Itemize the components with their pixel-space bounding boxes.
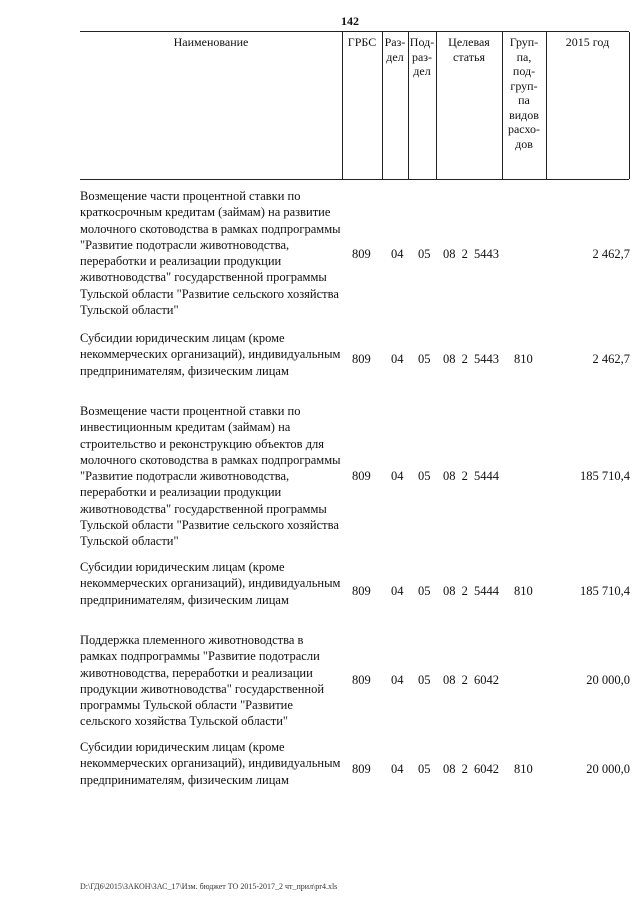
row-podrazdel: 05 [418,469,431,483]
header-podrazdel-line: дел [413,64,431,78]
table-header [80,31,629,180]
table-row [80,739,630,805]
header-celevaya [436,32,502,179]
row-vid: 810 [514,762,533,776]
header-grbs: ГРБС [347,35,377,49]
row-celevaya: 08 2 5444 [443,584,499,598]
header-razdel-line: Раз- [384,35,406,49]
row-razdel: 04 [391,469,404,483]
row-name: Субсидии юридическим лицам (кроме некоммерческих организаций), индивидуальным предпринимателям, физическим лицам [80,740,341,787]
row-grbs: 809 [352,584,371,598]
row-amount: 185 710,4 [580,584,630,598]
header-razdel-line: дел [386,49,404,64]
row-grbs: 809 [352,762,371,776]
page-number: 142 [341,14,359,28]
table-row [80,559,630,625]
row-razdel: 04 [391,352,404,366]
header-gruppa-line: расхо- [507,122,541,136]
row-amount: 20 000,0 [586,673,630,687]
header-razdel [382,32,408,179]
row-razdel: 04 [391,673,404,687]
header-gruppa-line: Груп- [509,35,539,49]
header-podrazdel-line: Под- [409,35,435,49]
row-razdel: 04 [391,247,404,261]
row-name: Поддержка племенного животноводства в рамках подпрограммы "Развитие подотрасли животноводства, переработки и реализации продукции животноводства" государственной программы Тульской области "Развитие сельского хозяйства Тульской области" [80,633,325,729]
row-celevaya: 08 2 5443 [443,352,499,366]
header-celevaya-line: статья [453,49,485,64]
column-divider [502,32,503,179]
header-gruppa-line: па [518,93,530,107]
row-razdel: 04 [391,762,404,776]
header-podrazdel [408,32,436,179]
row-podrazdel: 05 [418,762,431,776]
header-year: 2015 год [565,35,610,49]
row-celevaya: 08 2 6042 [443,762,499,776]
row-amount: 20 000,0 [586,762,630,776]
row-amount: 2 462,7 [592,352,630,366]
column-divider [408,32,409,179]
header-gruppa-line: па, [516,49,532,64]
row-celevaya: 08 2 5444 [443,469,499,483]
header-gruppa-line: дов [515,136,533,151]
row-podrazdel: 05 [418,247,431,261]
row-vid: 810 [514,352,533,366]
header-celevaya-line: Целевая [448,35,490,49]
row-amount: 185 710,4 [580,469,630,483]
row-celevaya: 08 2 6042 [443,673,499,687]
row-name: Возмещение части процентной ставки по инвестиционным кредитам (займам) на строительство и реконструкцию объектов для молочного скотоводства в рамках подпрограммы "Развитие подотрасли животноводства, переработки и реализации продукции животноводства" государственной программы Тульской области "Развитие сельского хозяйства Тульской области" [80,404,341,549]
row-amount: 2 462,7 [592,247,630,261]
row-podrazdel: 05 [418,352,431,366]
header-gruppa-line: под- [512,64,536,78]
row-podrazdel: 05 [418,673,431,687]
row-grbs: 809 [352,247,371,261]
column-divider [342,32,343,179]
column-divider [629,32,630,179]
file-path-footer: D:\ГД6\2015\ЗАКОН\ЗАС_17\Изм. бюджет ТО 2015-2017_2 чт_прил\pr4.xls [80,882,338,891]
row-podrazdel: 05 [418,584,431,598]
row-grbs: 809 [352,673,371,687]
column-divider [546,32,547,179]
row-name: Субсидии юридическим лицам (кроме некоммерческих организаций), индивидуальным предпринимателям, физическим лицам [80,331,341,378]
table-row [80,632,630,732]
row-name: Возмещение части процентной ставки по краткосрочным кредитам (займам) на развитие молочного скотоводства в рамках подпрограммы "Развитие подотрасли животноводства, переработки и реализации продукции животноводства" государственной программы Тульской области "Развитие сельского хозяйства Тульской области" [80,189,341,318]
row-name: Субсидии юридическим лицам (кроме некоммерческих организаций), индивидуальным предпринимателям, физическим лицам [80,560,341,607]
row-grbs: 809 [352,352,371,366]
table-row [80,188,630,318]
header-name: Наименование [173,35,249,49]
header-gruppa [502,32,546,179]
column-divider [382,32,383,179]
row-vid: 810 [514,584,533,598]
header-gruppa-line: видов [509,107,539,122]
row-razdel: 04 [391,584,404,598]
table-row [80,330,630,396]
table-row [80,403,630,553]
header-gruppa-line: груп- [510,78,538,93]
row-grbs: 809 [352,469,371,483]
column-divider [436,32,437,179]
header-podrazdel-line: раз- [411,49,433,64]
row-celevaya: 08 2 5443 [443,247,499,261]
